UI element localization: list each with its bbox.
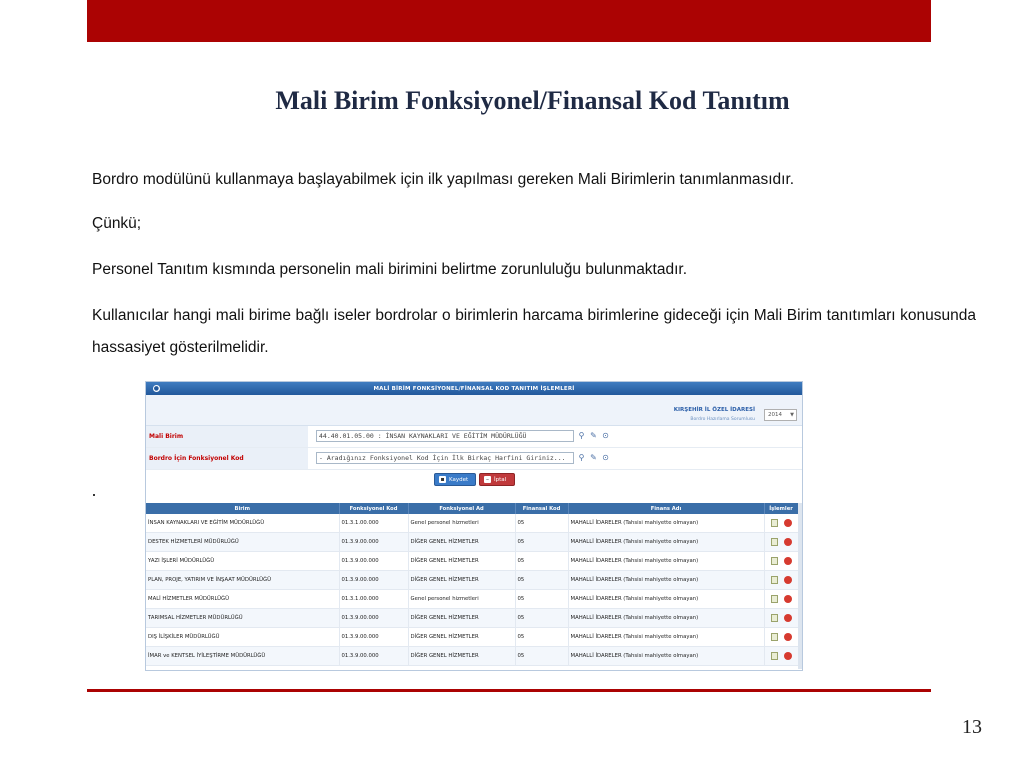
delete-icon[interactable] (784, 538, 792, 546)
organization-subtitle: Bordro Hazırlama Sorumlusu (690, 417, 755, 422)
paragraph-because: Çünkü; (92, 215, 142, 232)
year-value: 2014 (768, 412, 782, 418)
detail-icon[interactable]: ⊙ (602, 431, 609, 440)
button-row (146, 470, 802, 490)
table-body (146, 514, 798, 666)
cell-finansal-kod: 05 (515, 647, 568, 666)
app-title-bar (146, 382, 802, 395)
cell-fonksiyonel-kod: 01.3.1.00.000 (339, 590, 408, 609)
edit-icon[interactable] (771, 538, 778, 546)
cell-actions (764, 647, 798, 666)
cell-fonksiyonel-kod: 01.3.1.00.000 (339, 514, 408, 533)
cell-actions (764, 552, 798, 571)
cell-birim: PLAN, PROJE, YATIRIM VE İNŞAAT MÜDÜRLÜĞÜ (146, 571, 339, 590)
table-row[interactable] (146, 628, 798, 647)
save-button[interactable] (434, 473, 476, 486)
cell-fonksiyonel-ad: DİĞER GENEL HİZMETLER (408, 552, 515, 571)
bottom-accent-line (87, 689, 931, 692)
cell-fonksiyonel-ad: DİĞER GENEL HİZMETLER (408, 647, 515, 666)
edit-icon[interactable] (771, 576, 778, 584)
cell-finans-adi: MAHALLİ İDARELER (Tahsisi mahiyette olmayan) (568, 609, 764, 628)
cell-fonksiyonel-ad: DİĞER GENEL HİZMETLER (408, 571, 515, 590)
table-row[interactable] (146, 533, 798, 552)
cell-fonksiyonel-ad: Genel personel hizmetleri (408, 590, 515, 609)
cell-fonksiyonel-kod: 01.3.9.00.000 (339, 571, 408, 590)
delete-icon[interactable] (784, 652, 792, 660)
mali-birim-actions (577, 431, 610, 441)
cell-finans-adi: MAHALLİ İDARELER (Tahsisi mahiyette olmayan) (568, 533, 764, 552)
cell-finansal-kod: 05 (515, 609, 568, 628)
cell-finansal-kod: 05 (515, 552, 568, 571)
search-icon[interactable]: ⚲ (578, 431, 585, 440)
cell-finansal-kod: 05 (515, 514, 568, 533)
fonksiyonel-kod-label: Bordro İçin Fonksiyonel Kod (146, 448, 308, 469)
table-row[interactable] (146, 514, 798, 533)
table-row[interactable] (146, 609, 798, 628)
column-header-finans-adi[interactable]: Finans Adı (568, 503, 764, 514)
mali-birim-label: Mali Birim (146, 426, 308, 447)
cell-fonksiyonel-ad: DİĞER GENEL HİZMETLER (408, 609, 515, 628)
cell-fonksiyonel-kod: 01.3.9.00.000 (339, 609, 408, 628)
detail-icon[interactable]: ⊙ (602, 453, 609, 462)
page-number: 13 (962, 716, 982, 738)
mali-birim-input[interactable]: 44.40.01.05.00 : İNSAN KAYNAKLARI VE EĞİTİM MÜDÜRLÜĞÜ (316, 430, 574, 442)
cell-birim: DESTEK HİZMETLERİ MÜDÜRLÜĞÜ (146, 533, 339, 552)
slide-title: Mali Birim Fonksiyonel/Finansal Kod Tanıtım (275, 86, 790, 115)
cell-actions (764, 514, 798, 533)
edit-icon[interactable] (771, 614, 778, 622)
edit-icon[interactable] (771, 595, 778, 603)
window-icon: ● (153, 385, 160, 392)
minus-icon: – (486, 476, 489, 483)
cell-fonksiyonel-kod: 01.3.9.00.000 (339, 533, 408, 552)
paragraph-users: Kullanıcılar hangi mali birime bağlı iseler bordrolar o birimlerin harcama birimlerine gideceği için Mali Birim tanıtımları konusunda hassasiyet gösterilmelidir. (92, 307, 976, 356)
cell-birim: MALİ HİZMETLER MÜDÜRLÜĞÜ (146, 590, 339, 609)
table-row[interactable] (146, 571, 798, 590)
app-window-title: MALİ BİRİM FONKSİYONEL/FİNANSAL KOD TANITIM İŞLEMLERİ (373, 385, 575, 392)
delete-icon[interactable] (784, 519, 792, 527)
table-row[interactable] (146, 590, 798, 609)
cell-finansal-kod: 05 (515, 533, 568, 552)
delete-icon[interactable] (784, 633, 792, 641)
fonksiyonel-kod-input[interactable]: - Aradığınız Fonksiyonel Kod İçin İlk Birkaç Harfini Giriniz... (316, 452, 574, 464)
cancel-button-label: İptal (494, 476, 507, 483)
mali-birim-table (146, 503, 799, 666)
cell-fonksiyonel-kod: 01.3.9.00.000 (339, 647, 408, 666)
column-header-islemler: İşlemler (764, 503, 798, 514)
top-accent-bar (87, 0, 931, 42)
column-header-birim[interactable]: Birim (146, 503, 339, 514)
column-header-fonksiyonel-ad[interactable]: Fonksiyonel Ad (408, 503, 515, 514)
mali-birim-row (146, 426, 802, 448)
table-header-row (146, 503, 798, 514)
fonksiyonel-kod-row (146, 448, 802, 470)
cell-birim: TARIMSAL HİZMETLER MÜDÜRLÜĞÜ (146, 609, 339, 628)
cell-fonksiyonel-ad: DİĞER GENEL HİZMETLER (408, 628, 515, 647)
paragraph-intro: Bordro modülünü kullanmaya başlayabilmek için ilk yapılması gereken Mali Birimlerin tanımlanmasıdır. (92, 171, 795, 188)
cell-finansal-kod: 05 (515, 571, 568, 590)
chevron-down-icon: ▼ (790, 412, 794, 418)
edit-icon[interactable] (771, 519, 778, 527)
table-scrollbar[interactable] (798, 503, 802, 669)
edit-icon[interactable] (771, 557, 778, 565)
cell-finans-adi: MAHALLİ İDARELER (Tahsisi mahiyette olmayan) (568, 647, 764, 666)
cell-fonksiyonel-ad: Genel personel hizmetleri (408, 514, 515, 533)
column-header-fonksiyonel-kod[interactable]: Fonksiyonel Kod (339, 503, 408, 514)
cancel-button[interactable] (479, 473, 515, 486)
delete-icon[interactable] (784, 614, 792, 622)
cell-birim: İMAR ve KENTSEL İYİLEŞTİRME MÜDÜRLÜĞÜ (146, 647, 339, 666)
delete-icon[interactable] (784, 557, 792, 565)
edit-icon[interactable] (771, 652, 778, 660)
cell-actions (764, 628, 798, 647)
cell-fonksiyonel-kod: 01.3.9.00.000 (339, 552, 408, 571)
cell-finans-adi: MAHALLİ İDARELER (Tahsisi mahiyette olmayan) (568, 590, 764, 609)
fonksiyonel-kod-actions (577, 453, 610, 463)
cell-finans-adi: MAHALLİ İDARELER (Tahsisi mahiyette olmayan) (568, 628, 764, 647)
cell-birim: İNSAN KAYNAKLARI VE EĞİTİM MÜDÜRLÜĞÜ (146, 514, 339, 533)
delete-icon[interactable] (784, 576, 792, 584)
cell-birim: DIŞ İLİŞKİLER MÜDÜRLÜĞÜ (146, 628, 339, 647)
edit-icon[interactable] (771, 633, 778, 641)
cell-finans-adi: MAHALLİ İDARELER (Tahsisi mahiyette olmayan) (568, 571, 764, 590)
search-icon[interactable]: ⚲ (578, 453, 585, 462)
cell-actions (764, 533, 798, 552)
table-row[interactable] (146, 552, 798, 571)
year-select[interactable] (764, 409, 797, 421)
cell-birim: YAZI İŞLERİ MÜDÜRLÜĞÜ (146, 552, 339, 571)
cell-fonksiyonel-kod: 01.3.9.00.000 (339, 628, 408, 647)
cell-actions (764, 609, 798, 628)
save-button-label: Kaydet (449, 476, 469, 483)
bullet-dot: · (91, 484, 97, 504)
cell-actions (764, 590, 798, 609)
cell-actions (764, 571, 798, 590)
delete-icon[interactable] (784, 595, 792, 603)
organization-name: KIRŞEHİR İL ÖZEL İDARESİ (673, 407, 755, 413)
wand-icon[interactable]: ✎ (590, 453, 597, 462)
cell-finansal-kod: 05 (515, 590, 568, 609)
floppy-icon: ▪ (440, 476, 445, 483)
app-header (146, 395, 802, 426)
wand-icon[interactable]: ✎ (590, 431, 597, 440)
cell-finansal-kod: 05 (515, 628, 568, 647)
paragraph-personnel: Personel Tanıtım kısmında personelin mali birimini belirtme zorunluluğu bulunmaktadır. (92, 261, 688, 278)
table-row[interactable] (146, 647, 798, 666)
cell-finans-adi: MAHALLİ İDARELER (Tahsisi mahiyette olmayan) (568, 552, 764, 571)
column-header-finansal-kod[interactable]: Finansal Kod (515, 503, 568, 514)
cell-fonksiyonel-ad: DİĞER GENEL HİZMETLER (408, 533, 515, 552)
cell-finans-adi: MAHALLİ İDARELER (Tahsisi mahiyette olmayan) (568, 514, 764, 533)
app-screenshot (145, 381, 803, 671)
